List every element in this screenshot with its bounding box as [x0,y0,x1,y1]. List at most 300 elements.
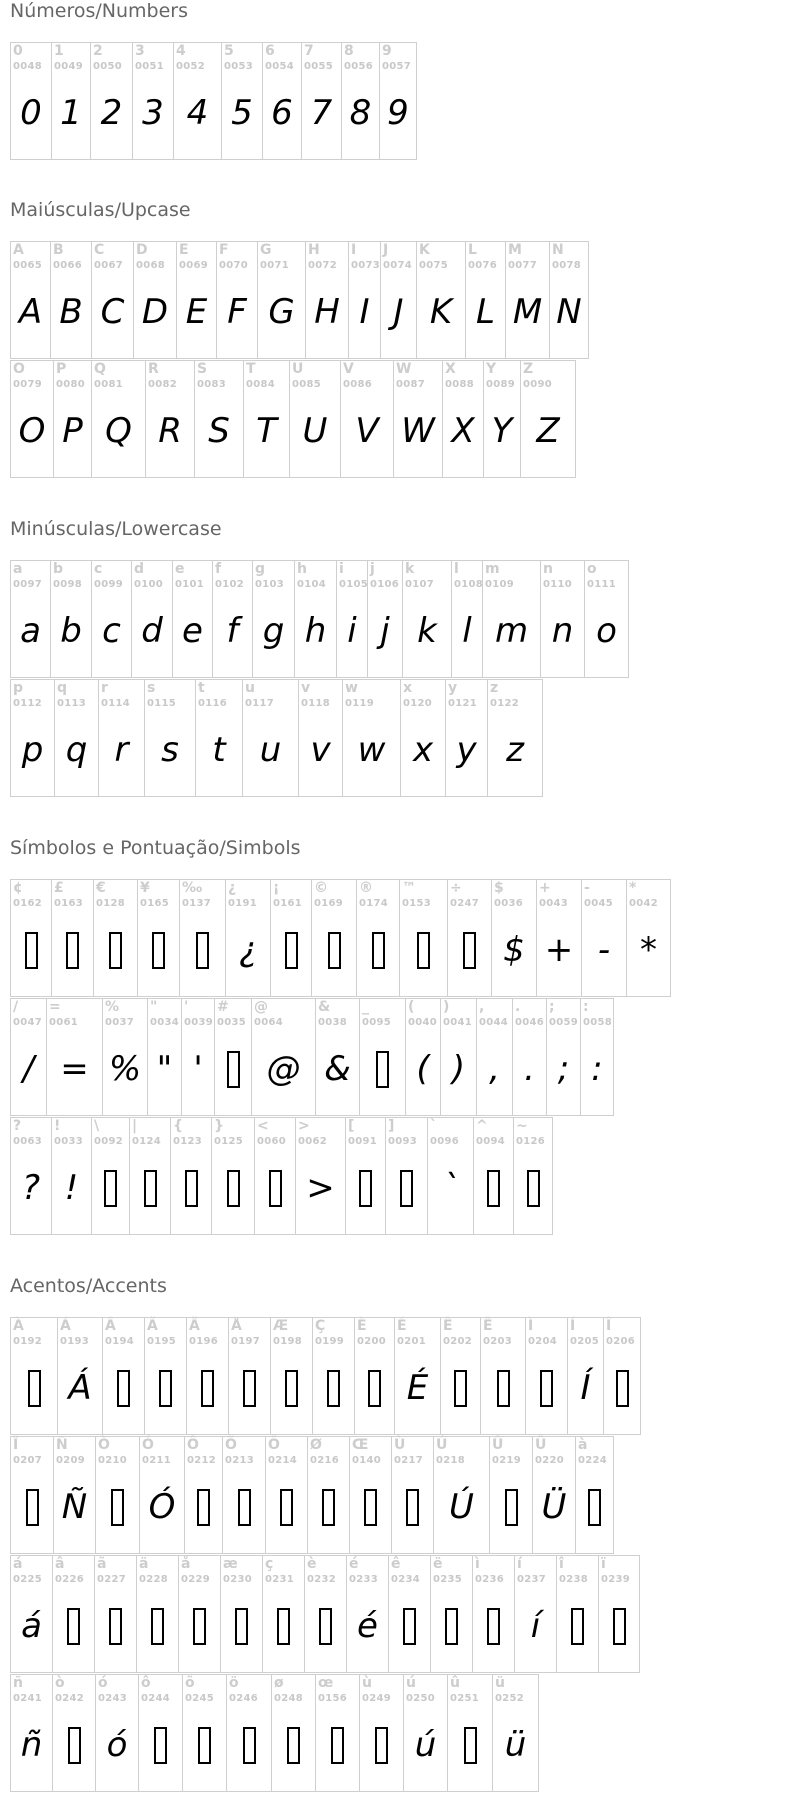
missing-glyph-box [481,1358,525,1418]
glyph-cell [10,241,50,359]
glyph-sample: v [310,730,331,770]
glyph-char-label: ¡ [273,880,280,896]
missing-glyph-icon [376,1051,389,1088]
glyph-char-label: h [297,561,307,577]
glyph-sample: t [212,730,226,770]
glyph-code-label: 0195 [147,1336,177,1347]
missing-glyph-icon [152,932,165,969]
missing-glyph-box [400,920,447,980]
missing-glyph-box [139,1715,182,1775]
glyph-char-label: > [298,1118,310,1134]
glyph-char-label: ä [139,1556,149,1572]
glyph-code-label: 0094 [476,1136,506,1147]
glyph-sample: ! [64,1168,79,1208]
glyph-char-label: " [150,999,158,1015]
glyph-sample: 9 [387,93,409,133]
glyph-sample: D [141,292,169,332]
glyph-cell [311,879,356,997]
glyph-cell [10,360,53,478]
missing-glyph-icon [227,1170,240,1207]
glyph-code-label: 0243 [98,1693,128,1704]
missing-glyph-icon [154,1727,167,1764]
glyph-char-label: i [339,561,344,577]
glyph-char-label: W [396,361,412,377]
glyph-code-label: 0122 [490,698,520,709]
glyph-char-label: ÷ [450,880,462,896]
glyph-cell [137,879,179,997]
glyph-cell [626,879,671,997]
glyph-char-label: P [56,361,67,377]
missing-glyph-icon [196,932,209,969]
glyph-code-label: 0125 [214,1136,244,1147]
missing-glyph-icon [277,1608,290,1645]
glyph-code-label: 0043 [539,898,569,909]
glyph-char-label: Ò [98,1437,110,1453]
missing-glyph-box [448,1715,492,1775]
glyph-sample: Ü [541,1487,567,1527]
glyph-code-label: 0084 [246,379,276,390]
glyph-sample: M [512,292,543,332]
glyph-cell [91,1117,129,1235]
glyph-cell [178,1555,220,1673]
glyph-char-label: è [307,1556,317,1572]
glyph-char-label: ò [55,1675,65,1691]
missing-glyph-icon [197,1489,210,1526]
glyph-cell [179,879,225,997]
glyph-cell [394,1317,440,1435]
glyph-code-label: 0114 [101,698,131,709]
glyph-cell [214,998,251,1116]
missing-glyph-box [137,1596,178,1656]
missing-glyph-icon [364,1489,377,1526]
glyph-code-label: 0218 [436,1455,466,1466]
glyph-cell [182,1674,226,1792]
missing-glyph-box [308,1477,349,1537]
glyph-sample: ) [451,1049,466,1089]
glyph-code-label: 0121 [448,698,478,709]
glyph-cell [94,1555,136,1673]
glyph-char-label: ; [549,999,555,1015]
glyph-char-label: á [13,1556,23,1572]
glyph-code-label: 0110 [543,579,573,590]
glyph-code-label: 0034 [150,1017,180,1028]
glyph-cell [341,42,379,160]
glyph-code-label: 0040 [408,1017,438,1028]
glyph-char-label: û [450,1675,460,1691]
missing-glyph-box [103,1358,144,1418]
glyph-sample: - [597,930,611,970]
glyph-char-label: Õ [225,1437,237,1453]
glyph-sample: 7 [310,93,333,133]
glyph-char-label: 7 [304,43,314,59]
glyph-code-label: 0115 [147,698,177,709]
glyph-cell [342,679,400,797]
glyph-code-label: 0102 [215,579,245,590]
glyph-cell [483,360,520,478]
glyph-sample: p [21,730,44,770]
glyph-cell [194,360,243,478]
glyph-code-label: 0101 [175,579,205,590]
missing-glyph-icon [406,1489,419,1526]
missing-glyph-box [187,1358,228,1418]
glyph-char-label: # [217,999,229,1015]
glyph-char-label: ( [408,999,415,1015]
glyph-cell [262,1555,304,1673]
glyph-code-label: 0049 [54,61,84,72]
glyph-cell [172,560,212,678]
glyph-code-label: 0233 [349,1574,379,1585]
glyph-char-label: ® [359,880,373,896]
missing-glyph-icon [269,1170,282,1207]
glyph-code-label: 0072 [308,260,338,271]
glyph-char-label: , [479,999,485,1015]
glyph-char-label: y [448,680,458,696]
glyph-cell [147,998,181,1116]
glyph-cell [10,42,51,160]
glyph-char-label: Ï [13,1437,19,1453]
glyph-cell [447,879,491,997]
glyph-sample: 0 [20,93,42,133]
glyph-cell [359,1674,403,1792]
glyph-char-label: l [454,561,459,577]
missing-glyph-icon [287,1727,300,1764]
section-title: Acentos/Accents [10,1275,167,1297]
glyph-char-label: 6 [265,43,275,59]
glyph-cell [307,1436,349,1554]
missing-glyph-icon [151,1608,164,1645]
missing-glyph-box [355,1358,394,1418]
missing-glyph-icon [463,932,476,969]
glyph-cell [603,1317,641,1435]
missing-glyph-icon [616,1370,629,1407]
glyph-sample: Ñ [61,1487,88,1527]
glyph-code-label: 0200 [357,1336,387,1347]
glyph-char-label: 0 [13,43,23,59]
missing-glyph-icon [159,1370,172,1407]
glyph-cell [221,42,262,160]
glyph-code-label: 0037 [105,1017,135,1028]
glyph-char-label: å [181,1556,191,1572]
glyph-code-label: 0165 [140,898,170,909]
missing-glyph-box [266,1477,307,1537]
missing-glyph-icon [375,1727,388,1764]
glyph-char-label: ] [388,1118,395,1134]
glyph-char-label: C [94,242,105,258]
glyph-code-label: 0191 [228,898,258,909]
glyph-char-label: < [257,1118,269,1134]
missing-glyph-box [221,1596,262,1656]
missing-glyph-box [138,920,179,980]
glyph-char-label: à [578,1437,588,1453]
missing-glyph-icon [613,1608,626,1645]
glyph-code-label: 0109 [485,579,515,590]
glyph-code-label: 0046 [515,1017,545,1028]
glyph-code-label: 0169 [314,898,344,909]
glyph-code-label: 0073 [351,260,381,271]
glyph-code-label: 0252 [495,1693,525,1704]
missing-glyph-icon [331,1727,344,1764]
glyph-char-label: q [57,680,68,696]
glyph-char-label: ö [229,1675,239,1691]
glyph-code-label: 0246 [229,1693,259,1704]
glyph-code-label: 0077 [508,260,538,271]
glyph-code-label: 0038 [318,1017,348,1028]
glyph-sample: B [59,292,83,332]
glyph-cell [388,1555,430,1673]
glyph-row [10,1555,640,1673]
missing-glyph-icon [319,1608,332,1645]
glyph-sample: Ó [148,1487,176,1527]
glyph-cell [393,360,442,478]
glyph-char-label: : [583,999,589,1015]
missing-glyph-icon [328,932,341,969]
glyph-sample: c [102,611,121,651]
missing-glyph-icon [243,1727,256,1764]
glyph-cell [400,679,445,797]
missing-glyph-box [350,1477,391,1537]
glyph-char-label: \ [94,1118,100,1134]
glyph-code-label: 0206 [606,1336,636,1347]
missing-glyph-icon [487,1170,500,1207]
glyph-sample: o [596,611,617,651]
glyph-code-label: 0234 [391,1574,421,1585]
missing-glyph-box [11,1358,57,1418]
glyph-code-label: 0117 [245,698,275,709]
glyph-cell [356,879,399,997]
glyph-sample: ? [21,1168,41,1208]
glyph-code-label: 0207 [13,1455,43,1466]
glyph-char-label: É [397,1318,407,1334]
glyph-code-label: 0198 [273,1336,303,1347]
missing-glyph-box [255,1158,295,1218]
glyph-code-label: 0039 [184,1017,214,1028]
glyph-char-label: Ó [142,1437,154,1453]
glyph-code-label: 0081 [94,379,124,390]
glyph-code-label: 0226 [55,1574,85,1585]
glyph-char-label: Ê [443,1318,453,1334]
glyph-code-label: 0100 [134,579,164,590]
missing-glyph-icon [109,932,122,969]
glyph-code-label: 0156 [318,1693,348,1704]
glyph-cell [216,241,257,359]
glyph-code-label: 0108 [454,579,484,590]
glyph-char-label: } [214,1118,224,1134]
glyph-code-label: 0212 [187,1455,217,1466]
glyph-char-label: ë [433,1556,443,1572]
missing-glyph-icon [198,1727,211,1764]
missing-glyph-box [95,1596,136,1656]
glyph-code-label: 0055 [304,61,334,72]
glyph-code-label: 0057 [382,61,412,72]
glyph-cell [315,1674,359,1792]
glyph-sample: Z [536,411,560,451]
glyph-char-label: g [255,561,266,577]
glyph-cell [129,1117,170,1235]
glyph-cell [46,998,102,1116]
glyph-sample: L [476,292,495,332]
glyph-char-label: I [351,242,357,258]
glyph-cell [51,879,93,997]
glyph-code-label: 0140 [352,1455,382,1466]
glyph-code-label: 0244 [141,1693,171,1704]
missing-glyph-icon [238,1489,251,1526]
glyph-code-label: 0044 [479,1017,509,1028]
missing-glyph-icon [235,1608,248,1645]
glyph-char-label: O [13,361,25,377]
glyph-sample: . [524,1049,535,1089]
glyph-char-label: B [53,242,64,258]
missing-glyph-icon [403,1608,416,1645]
glyph-code-label: 0174 [359,898,389,909]
glyph-sample: : [591,1049,603,1089]
missing-glyph-box [389,1596,430,1656]
glyph-cell [10,1436,53,1554]
glyph-row [10,998,614,1116]
glyph-cell [220,1555,262,1673]
glyph-char-label: a [13,561,23,577]
glyph-code-label: 0201 [397,1336,427,1347]
glyph-sample: Q [105,411,132,451]
glyph-code-label: 0225 [13,1574,43,1585]
glyph-char-label: - [584,880,590,896]
missing-glyph-box [11,920,51,980]
glyph-char-label: ) [443,999,450,1015]
glyph-sample: r [114,730,129,770]
missing-glyph-icon [25,932,38,969]
glyph-code-label: 0213 [225,1455,255,1466]
glyph-char-label: Ã [147,1318,158,1334]
glyph-cell [354,1317,394,1435]
glyph-char-label: ™ [402,880,416,896]
glyph-code-label: 0123 [173,1136,203,1147]
glyph-code-label: 0224 [578,1455,608,1466]
missing-glyph-icon [417,932,430,969]
glyph-sample: 1 [60,93,82,133]
glyph-char-label: H [308,242,320,258]
missing-glyph-icon [285,1370,298,1407]
glyph-code-label: 0238 [559,1574,589,1585]
glyph-code-label: 0090 [523,379,553,390]
glyph-cell [170,1117,211,1235]
glyph-cell [271,1674,315,1792]
glyph-cell [91,560,131,678]
glyph-cell [90,42,132,160]
glyph-code-label: 0045 [584,898,614,909]
missing-glyph-box [212,1158,254,1218]
glyph-char-label: k [405,561,415,577]
glyph-sample: d [141,611,163,651]
glyph-cell [53,360,91,478]
missing-glyph-box [229,1358,270,1418]
glyph-char-label: õ [185,1675,195,1691]
glyph-char-label: X [445,361,456,377]
glyph-char-label: x [403,680,413,696]
glyph-cell [298,679,342,797]
glyph-sample: > [306,1168,335,1208]
glyph-cell [212,560,252,678]
glyph-code-label: 0237 [517,1574,547,1585]
glyph-cell [513,1117,553,1235]
glyph-row [10,1436,614,1554]
glyph-cell [492,1674,539,1792]
glyph-cell [50,560,91,678]
glyph-cell [52,1674,95,1792]
glyph-code-label: 0098 [53,579,83,590]
glyph-char-label: Ç [315,1318,326,1334]
glyph-row [10,241,589,359]
glyph-sample: q [65,730,88,770]
glyph-sample: n [551,611,574,651]
glyph-cell [10,1317,57,1435]
glyph-sample: ü [504,1725,527,1765]
glyph-sample: j [380,611,390,651]
glyph-char-label: E [179,242,189,258]
glyph-cell [403,1674,447,1792]
glyph-code-label: 0209 [56,1455,86,1466]
missing-glyph-box [490,1477,532,1537]
glyph-char-label: D [136,242,148,258]
glyph-code-label: 0216 [310,1455,340,1466]
glyph-char-label: [ [348,1118,355,1134]
missing-glyph-box [215,1039,251,1099]
glyph-char-label: s [147,680,156,696]
section-title: Minúsculas/Lowercase [10,518,222,540]
glyph-cell [10,998,46,1116]
glyph-cell [228,1317,270,1435]
missing-glyph-box [526,1358,567,1418]
missing-glyph-box [473,1596,514,1656]
glyph-cell [91,360,145,478]
glyph-cell [136,1555,178,1673]
glyph-code-label: 0245 [185,1693,215,1704]
glyph-cell [491,879,536,997]
glyph-cell [540,560,584,678]
glyph-cell [222,1436,265,1554]
missing-glyph-box [313,1358,354,1418]
glyph-cell [379,42,417,160]
glyph-sample: h [304,611,327,651]
missing-glyph-box [346,1158,385,1218]
glyph-char-label: ù [362,1675,372,1691]
glyph-cell [340,360,393,478]
glyph-code-label: 0210 [98,1455,128,1466]
glyph-char-label: Ñ [56,1437,68,1453]
glyph-char-label: ú [406,1675,416,1691]
missing-glyph-icon [454,1370,467,1407]
glyph-row [10,42,417,160]
glyph-cell [367,560,402,678]
missing-glyph-icon [540,1370,553,1407]
glyph-char-label: v [301,680,311,696]
glyph-char-label: 1 [54,43,64,59]
glyph-code-label: 0059 [549,1017,579,1028]
glyph-cell [95,1436,139,1554]
glyph-sample: $ [503,930,525,970]
missing-glyph-icon [372,932,385,969]
glyph-char-label: ! [54,1118,61,1134]
missing-glyph-icon [322,1489,335,1526]
glyph-char-label: e [175,561,185,577]
glyph-code-label: 0106 [370,579,400,590]
missing-glyph-box [271,920,311,980]
glyph-code-label: 0088 [445,379,475,390]
glyph-char-label: ô [141,1675,151,1691]
missing-glyph-icon [571,1608,584,1645]
glyph-code-label: 0249 [362,1693,392,1704]
glyph-sample: ( [416,1049,430,1089]
glyph-char-label: r [101,680,108,696]
glyph-code-label: 0071 [260,260,290,271]
